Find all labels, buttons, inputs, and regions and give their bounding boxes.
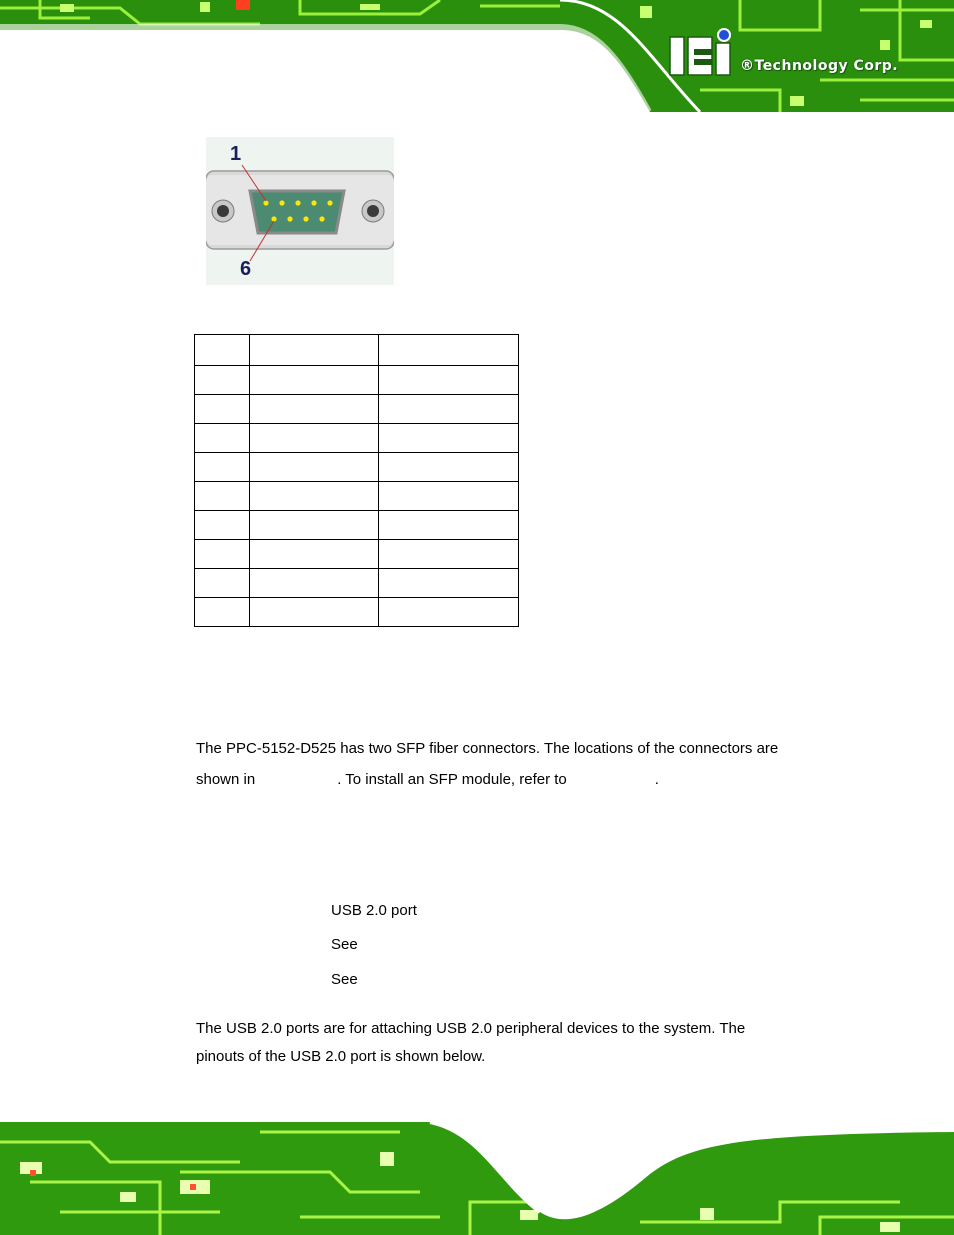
sfp-paragraph [196, 733, 814, 795]
circuit-board-footer-graphic [0, 1122, 954, 1235]
footer-banner [0, 1122, 954, 1235]
usb-paragraph-line1: The USB 2.0 ports are for attaching USB 2.0 peripheral devices to the system. The [196, 1020, 746, 1037]
table-cell [379, 366, 519, 395]
usb-location: See [331, 936, 358, 953]
table-row [195, 540, 519, 569]
usb-pinouts: See [331, 971, 358, 988]
usb-connector-type: USB 2.0 port [331, 902, 417, 919]
table-cell [195, 569, 250, 598]
db9-connector-image [206, 137, 394, 285]
sfp-text-part: . [654, 771, 659, 788]
pin-1-label: 1 [230, 143, 242, 165]
sfp-paragraph-line1: The PPC-5152-D525 has two SFP fiber connectors. The locations of the connectors are [196, 740, 779, 757]
usb-paragraph [196, 1015, 814, 1071]
table-cell [250, 424, 379, 453]
table-row [195, 424, 519, 453]
table-cell [379, 453, 519, 482]
table-cell [250, 395, 379, 424]
table-row [195, 511, 519, 540]
table-header-row [195, 335, 519, 366]
sfp-text-part: shown in [196, 771, 256, 788]
table-cell [379, 424, 519, 453]
pin-6-label: 6 [240, 258, 252, 280]
db9-pinout-table [194, 334, 519, 627]
table-cell [250, 511, 379, 540]
table-cell [250, 482, 379, 511]
table-cell [250, 453, 379, 482]
header-banner [0, 0, 954, 112]
table-cell [379, 540, 519, 569]
table-cell [379, 395, 519, 424]
table-cell [195, 424, 250, 453]
table-cell [195, 511, 250, 540]
table-cell [195, 598, 250, 627]
table-cell [195, 335, 250, 366]
table-cell [379, 569, 519, 598]
table-cell [250, 598, 379, 627]
sfp-paragraph-line2 [196, 764, 814, 795]
sfp-text-part: . To install an SFP module, refer to [337, 771, 567, 788]
table-cell [250, 569, 379, 598]
table-cell [250, 366, 379, 395]
table-row [195, 598, 519, 627]
table-row [195, 482, 519, 511]
table-cell [195, 540, 250, 569]
table-cell [250, 335, 379, 366]
table-cell [379, 598, 519, 627]
table-cell [195, 366, 250, 395]
table-cell [195, 395, 250, 424]
table-row [195, 366, 519, 395]
table-row [195, 569, 519, 598]
table-cell [379, 335, 519, 366]
usb-paragraph-line2: pinouts of the USB 2.0 port is shown below. [196, 1048, 486, 1065]
table-cell [195, 453, 250, 482]
table-row [195, 395, 519, 424]
table-cell [250, 540, 379, 569]
table-cell [379, 482, 519, 511]
table-row [195, 453, 519, 482]
table-cell [379, 511, 519, 540]
brand-name: ®Technology Corp. [740, 58, 899, 74]
table-cell [195, 482, 250, 511]
